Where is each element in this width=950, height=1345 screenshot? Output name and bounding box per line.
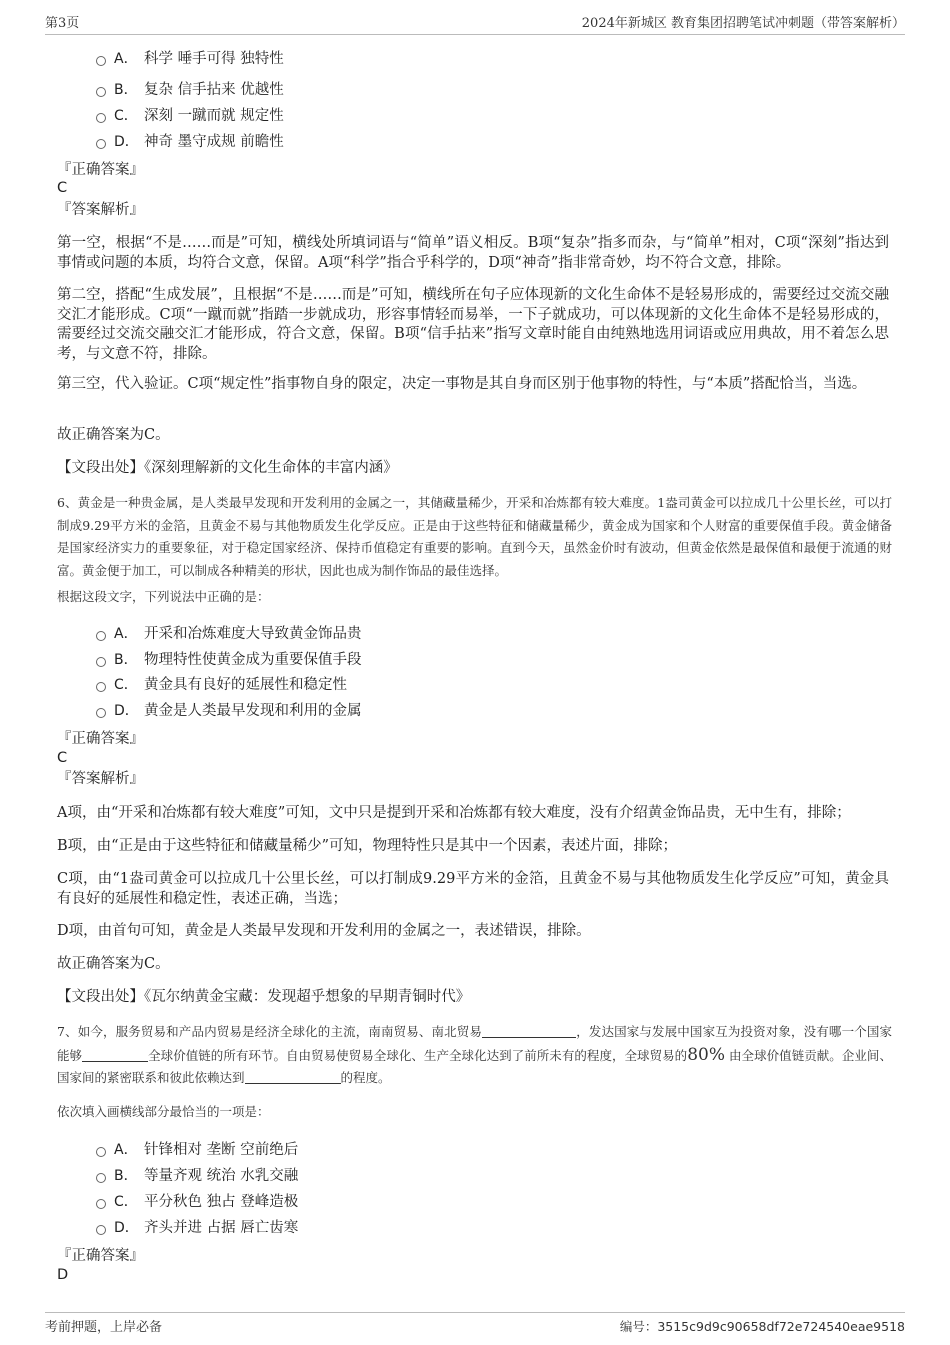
q6-analysis-paragraph-3: C项，由“1盎司黄金可以拉成几十公里长丝，可以打制成9.29平方米的金箔，且黄金不易与其他物质发生化学反应”可知，黄金具有良好的延展性和稳定性，表述正确，当选； — [57, 871, 889, 907]
radio-icon[interactable] — [96, 113, 106, 123]
q7-question-text: 7、如今，服务贸易和产品内贸易是经济全球化的主流，南南贸易、南北贸易 ，发达国家与发展中国家互为投资对象，没有哪一个国家能够 全球价值链的所有环节。自由贸易使贸易全球化、生产全球化达到了前所未有的程度，全球贸易的80% 由全球价值链贡献。企业间、国家间的紧密联系和彼此依赖达到 的程度。 — [57, 1024, 892, 1085]
radio-icon[interactable] — [96, 56, 106, 66]
q7-answer-label: 『正确答案』 — [57, 1248, 144, 1264]
radio-icon[interactable] — [96, 682, 106, 692]
q6-conclusion: 故正确答案为C。 — [57, 956, 170, 972]
q5-analysis-paragraph-3: 第三空，代入验证。C项“规定性”指事物自身的限定，决定一事物是其自身而区别于他事物的特性，与“本质”搭配恰当，当选。 — [57, 376, 867, 392]
radio-icon[interactable] — [96, 87, 106, 97]
q5-analysis-label: 『答案解析』 — [57, 202, 144, 218]
q5-option-b[interactable]: B． 复杂 信手拈来 优越性 — [96, 80, 284, 100]
q5-answer-label: 『正确答案』 — [57, 162, 144, 178]
fill-blank-2[interactable] — [82, 1047, 148, 1062]
q6-analysis-paragraph-1: A项，由“开采和冶炼都有较大难度”可知，文中只是提到开采和冶炼都有较大难度，没有介绍黄金饰品贵，无中生有，排除； — [57, 805, 851, 821]
page-number: 第3页 — [45, 16, 80, 31]
q5-answer: C — [57, 180, 68, 196]
q6-option-a[interactable]: A． 开采和冶炼难度大导致黄金饰品贵 — [96, 624, 362, 644]
q7-option-d[interactable]: D． 齐头并进 占据 唇亡齿寒 — [96, 1218, 298, 1238]
q6-source: 【文段出处】《瓦尔纳黄金宝藏：发现超乎想象的早期青铜时代》 — [57, 989, 471, 1005]
radio-icon[interactable] — [96, 1225, 106, 1235]
document-title: 2024年新城区 教育集团招聘笔试冲刺题（带答案解析） — [581, 16, 905, 31]
q5-option-a[interactable]: A． 科学 唾手可得 独特性 — [96, 49, 284, 69]
q5-source: 【文段出处】《深刻理解新的文化生命体的丰富内涵》 — [57, 460, 398, 476]
q6-answer: C — [57, 750, 68, 766]
q6-option-c[interactable]: C． 黄金具有良好的延展性和稳定性 — [96, 675, 347, 695]
q6-analysis-paragraph-2: B项，由“正是由于这些特征和储藏量稀少”可知，物理特性只是其中一个因素，表述片面，排除； — [57, 838, 677, 854]
q5-option-c[interactable]: C． 深刻 一蹴而就 规定性 — [96, 106, 284, 126]
q7-option-b[interactable]: B． 等量齐观 统治 水乳交融 — [96, 1166, 298, 1186]
page-header — [45, 12, 905, 35]
q5-conclusion: 故正确答案为C。 — [57, 427, 170, 443]
radio-icon[interactable] — [96, 1199, 106, 1209]
footer-slogan: 考前押题，上岸必备 — [45, 1320, 163, 1335]
q7-prompt: 依次填入画横线部分最恰当的一项是： — [57, 1104, 270, 1119]
q6-option-d[interactable]: D． 黄金是人类最早发现和利用的金属 — [96, 701, 362, 721]
q5-option-d[interactable]: D． 神奇 墨守成规 前瞻性 — [96, 132, 284, 152]
q6-analysis-label: 『答案解析』 — [57, 771, 144, 787]
q7-option-c[interactable]: C． 平分秋色 独占 登峰造极 — [96, 1192, 298, 1212]
q6-option-b[interactable]: B． 物理特性使黄金成为重要保值手段 — [96, 650, 362, 670]
document-id: 编号：3515c9d9c90658df72e724540eae9518 — [619, 1319, 905, 1334]
radio-icon[interactable] — [96, 1147, 106, 1157]
percent-value: 80% — [687, 1044, 725, 1065]
radio-icon[interactable] — [96, 631, 106, 641]
fill-blank-1[interactable] — [482, 1023, 576, 1038]
q7-option-a[interactable]: A． 针锋相对 垄断 空前绝后 — [96, 1140, 298, 1160]
fill-blank-3[interactable] — [245, 1069, 341, 1084]
q6-analysis-paragraph-4: D项，由首句可知，黄金是人类最早发现和开发利用的金属之一，表述错误，排除。 — [57, 923, 591, 939]
radio-icon[interactable] — [96, 708, 106, 718]
q5-analysis-paragraph-2: 第二空，搭配“生成发展”，且根据“不是……而是”可知，横线所在句子应体现新的文化生命体不是轻易形成的，需要经过交流交融交汇才能形成。C项“一蹴而就”指踏一步就成功，形容事情轻而易举，一下子就成功，可以体现新的文化生命体不是轻易形成的，需要经过交流交融交汇才能形成，符合文意，保留。B项“信手拈来”指写文章时能自由纯熟地选用词语或应用典故，用不着怎么思考，与文意不符，排除。 — [57, 287, 889, 362]
radio-icon[interactable] — [96, 1173, 106, 1183]
q6-prompt: 根据这段文字，下列说法中正确的是： — [57, 589, 270, 604]
page-footer — [45, 1312, 905, 1335]
q5-analysis-paragraph-1: 第一空，根据“不是……而是”可知，横线处所填词语与“简单”语义相反。B项“复杂”指多而杂，与“简单”相对，C项“深刻”指达到事情或问题的本质，均符合文意，保留。A项“科学”指合乎科学的，D项“神奇”指非常奇妙，均不符合文意，排除。 — [57, 235, 889, 271]
radio-icon[interactable] — [96, 139, 106, 149]
q7-answer: D — [57, 1267, 69, 1283]
q6-answer-label: 『正确答案』 — [57, 731, 144, 747]
radio-icon[interactable] — [96, 657, 106, 667]
q6-question-text: 6、黄金是一种贵金属，是人类最早发现和开发利用的金属之一，其储藏量稀少，开采和冶炼都有较大难度。1盎司黄金可以拉成几十公里长丝，可以打制成9.29平方米的金箔，且黄金不易与其他物质发生化学反应。正是由于这些特征和储藏量稀少，黄金成为国家和个人财富的重要保值手段。黄金储备是国家经济实力的重要象征，对于稳定国家经济、保持币值稳定有重要的影响。直到今天，虽然金价时有波动，但黄金依然是最保值和最便于流通的财富。黄金便于加工，可以制成各种精美的形状，因此也成为制作饰品的最佳选择。 — [57, 495, 892, 578]
